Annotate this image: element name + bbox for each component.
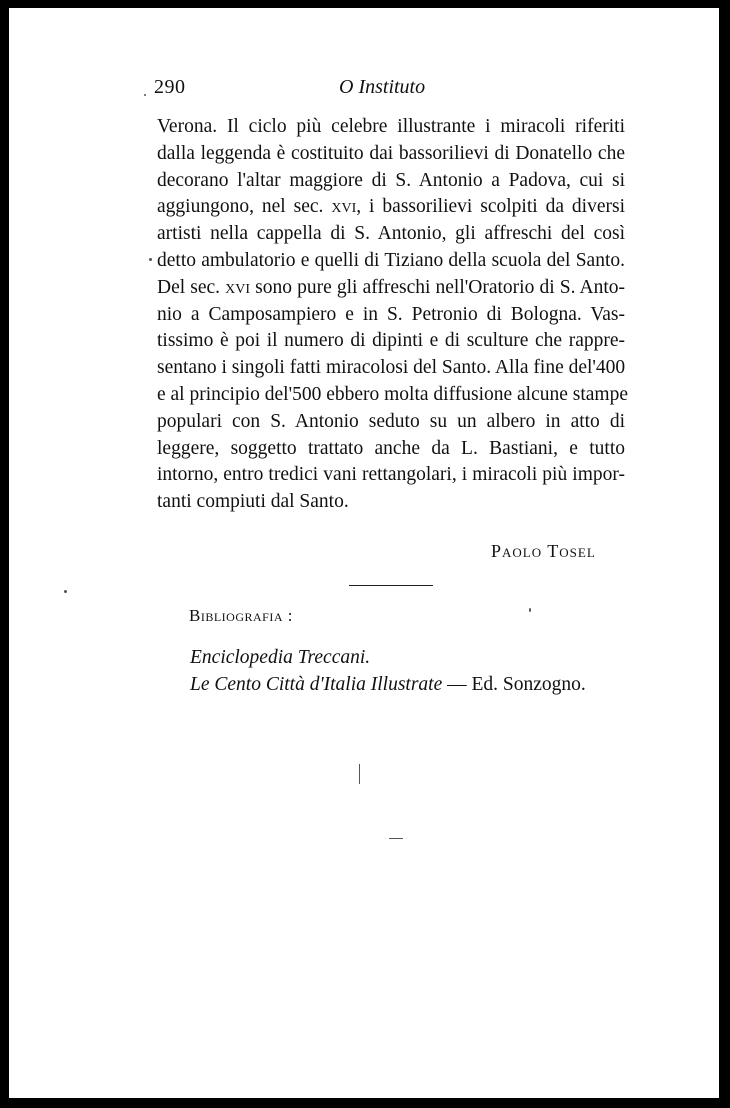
scan-speck [359, 764, 360, 784]
text-line: decorano l'altar maggiore di S. Antonio a Padova, cui si [157, 169, 625, 191]
text-line: sentano i singoli fatti miracolosi del Santo. Alla fine del'400 [157, 357, 626, 379]
text-line: e al principio del'500 ebbero molta diffusione alcune stampe [157, 383, 629, 405]
bibliography-title: Le Cento Città d'Italia Illustrate [190, 674, 443, 695]
text-line: Verona. Il ciclo più celebre illustrante i miracoli riferiti [157, 116, 625, 137]
bibliography-list [190, 644, 586, 698]
text-segment: aggiungono, nel sec. [157, 196, 332, 218]
century-numeral: xvi [331, 196, 357, 218]
text-line [157, 194, 625, 221]
running-head [9, 76, 719, 106]
running-title: O Instituto [339, 76, 426, 98]
scan-speck [529, 608, 531, 612]
text-line: tissimo è poi il numero di dipinti e di sculture che rappre- [157, 330, 625, 352]
text-line: intorno, entro tredici vani rettangolari, i miracoli più impor- [157, 464, 625, 486]
scan-speck [389, 838, 403, 839]
book-page [9, 8, 719, 1098]
body-paragraph [157, 114, 629, 516]
scan-speck [144, 94, 146, 96]
text-segment: sono pure gli affreschi nell'Oratorio di S. Anto- [250, 276, 625, 298]
bibliography-publisher: — Ed. Sonzogno. [442, 674, 586, 695]
bibliography-item [190, 644, 586, 671]
scan-speck [64, 590, 67, 593]
page-number: 290 [154, 76, 186, 98]
bibliography-title: Enciclopedia Treccani. [190, 647, 371, 668]
text-line: dalla leggenda è costituito dai bassorilievi di Donatello che [157, 142, 625, 164]
scan-speck [149, 258, 152, 261]
century-numeral: xvi [225, 276, 251, 298]
text-line: populari con S. Antonio seduto su un albero in atto di [157, 410, 625, 432]
text-line: detto ambulatorio e quelli di Tiziano della scuola del Santo. [157, 249, 625, 271]
text-segment: , i bassorilievi scolpiti da diversi [356, 196, 626, 218]
text-line: artisti nella cappella di S. Antonio, gli affreschi del così [157, 223, 625, 245]
text-line: nio a Camposampiero e in S. Petronio di Bologna. Vas- [157, 303, 625, 325]
text-segment: Del sec. [157, 276, 226, 298]
author-signature: Paolo Tosel [491, 541, 596, 561]
section-divider [349, 585, 433, 586]
text-line: leggere, soggetto trattato anche da L. Bastiani, e tutto [157, 437, 625, 459]
text-line [157, 275, 625, 302]
text-line: tanti compiuti dal Santo. [157, 491, 349, 513]
bibliography-label: Bibliografia : [189, 606, 293, 625]
bibliography-item [190, 671, 586, 698]
